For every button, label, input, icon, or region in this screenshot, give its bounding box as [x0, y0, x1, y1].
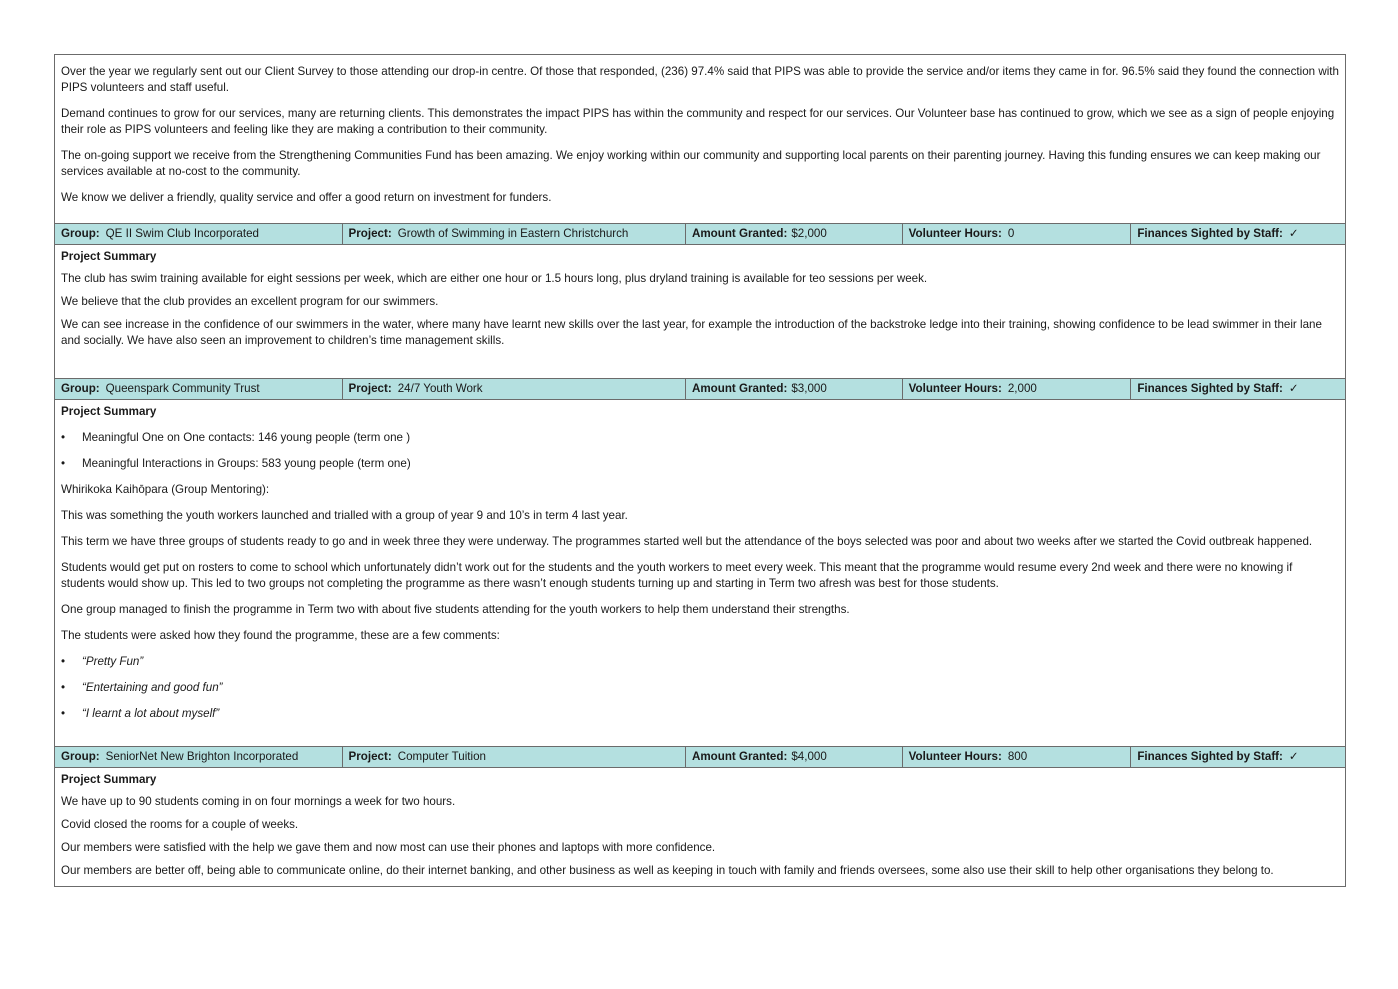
- finances-label: Finances Sighted by Staff:: [1137, 750, 1283, 763]
- comment-item: [61, 654, 1339, 670]
- group-name: QE II Swim Club Incorporated: [105, 227, 259, 240]
- summary-paragraph: Covid closed the rooms for a couple of weeks.: [61, 818, 299, 831]
- grant-header-row: [55, 223, 1345, 245]
- summary-paragraph: We have up to 90 students coming in on four mornings a week for two hours.: [61, 795, 456, 808]
- group-cell: [55, 747, 343, 767]
- comment-text: “I learnt a lot about myself”: [82, 707, 220, 720]
- summary-paragraph: This was something the youth workers launched and trialled with a group of year 9 and 10’s in term 4 last year.: [61, 509, 628, 522]
- project-cell: [343, 379, 686, 399]
- amount-label: Amount Granted:: [692, 750, 788, 763]
- volunteer-hours-label: Volunteer Hours:: [908, 227, 1002, 240]
- amount-cell: [686, 224, 903, 244]
- project-name: Computer Tuition: [397, 750, 487, 763]
- summary-paragraph: Students would get put on rosters to come to school which unfortunately didn’t work out for the students and the youth workers to meet every week. This meant that the programme would resume every 2nd week and there were no knowing if students would show up. This led to two groups not completing the programme as there wasn’t enough students turning up and starting in Term two afresh was best for those students.: [61, 561, 1293, 590]
- volunteer-hours-label: Volunteer Hours:: [908, 382, 1002, 395]
- amount-label: Amount Granted:: [692, 227, 788, 240]
- bullet-icon: •: [61, 681, 66, 694]
- volunteer-hours-cell: [903, 747, 1132, 767]
- summary-paragraph: Our members were satisfied with the help we gave them and now most can use their phones and laptops with more confidence.: [61, 841, 716, 854]
- group-name: Queenspark Community Trust: [105, 382, 260, 395]
- intro-section: [55, 55, 1345, 223]
- project-cell: [343, 224, 686, 244]
- list-item-text: Meaningful Interactions in Groups: 583 young people (term one): [82, 457, 411, 470]
- list-item: [61, 430, 1339, 446]
- amount-value: $4,000: [791, 750, 827, 763]
- finances-cell: [1131, 379, 1345, 399]
- comment-item: [61, 706, 1339, 722]
- summary-paragraph: This term we have three groups of students ready to go and in week three they were underway. The programmes started well but the attendance of the boys selected was poor and about two weeks after we started the Covid outbreak happened.: [61, 535, 1313, 548]
- project-summary-heading: Project Summary: [61, 773, 157, 786]
- summary-paragraph: The club has swim training available for eight sessions per week, which are either one hour or 1.5 hours long, plus dryland training is available for teo sessions per week.: [61, 272, 928, 285]
- group-cell: [55, 379, 343, 399]
- project-summary-heading: Project Summary: [61, 405, 157, 418]
- project-label: Project:: [348, 227, 392, 240]
- project-name: 24/7 Youth Work: [397, 382, 483, 395]
- intro-paragraph: We know we deliver a friendly, quality service and offer a good return on investment for funders.: [61, 191, 552, 204]
- amount-cell: [686, 379, 903, 399]
- intro-paragraph: The on-going support we receive from the Strengthening Communities Fund has been amazing. We enjoy working within our community and supporting local parents on their parenting journey. Having this funding ensures we can keep making our services available at no-cost to the community.: [61, 149, 1321, 178]
- project-label: Project:: [348, 382, 392, 395]
- bullet-icon: •: [61, 431, 66, 444]
- intro-paragraph: Over the year we regularly sent out our Client Survey to those attending our drop-in centre. Of those that responded, (236) 97.4% said that PIPS was able to provide the service and/or items they came in for. 96.5% said they found the connection with PIPS volunteers and staff useful.: [61, 65, 1339, 94]
- summary-paragraph: The students were asked how they found the programme, these are a few comments:: [61, 629, 500, 642]
- project-cell: [343, 747, 686, 767]
- finances-cell: [1131, 224, 1345, 244]
- volunteer-hours-value: 0: [1007, 227, 1015, 240]
- volunteer-hours-cell: [903, 379, 1132, 399]
- group-name: SeniorNet New Brighton Incorporated: [105, 750, 299, 763]
- bullet-icon: •: [61, 707, 66, 720]
- finances-label: Finances Sighted by Staff:: [1137, 227, 1283, 240]
- amount-label: Amount Granted:: [692, 382, 788, 395]
- checkmark-icon: ✓: [1288, 750, 1299, 763]
- grant-summary-section: [55, 245, 1345, 378]
- bullet-icon: •: [61, 655, 66, 668]
- project-label: Project:: [348, 750, 392, 763]
- list-item: [61, 456, 1339, 472]
- volunteer-hours-cell: [903, 224, 1132, 244]
- grant-header-row: [55, 378, 1345, 400]
- finances-cell: [1131, 747, 1345, 767]
- volunteer-hours-value: 800: [1007, 750, 1028, 763]
- list-item-text: Meaningful One on One contacts: 146 young people (term one ): [82, 431, 411, 444]
- group-label: Group:: [61, 382, 100, 395]
- grant-summary-section: [55, 768, 1345, 886]
- group-label: Group:: [61, 227, 100, 240]
- summary-paragraph: Whirikoka Kaihōpara (Group Mentoring):: [61, 483, 270, 496]
- comment-text: “Pretty Fun”: [82, 655, 144, 668]
- summary-paragraph: We believe that the club provides an excellent program for our swimmers.: [61, 295, 439, 308]
- project-name: Growth of Swimming in Eastern Christchurch: [397, 227, 629, 240]
- grant-header-row: [55, 746, 1345, 768]
- amount-cell: [686, 747, 903, 767]
- amount-value: $3,000: [791, 382, 827, 395]
- grant-summary-section: [55, 400, 1345, 746]
- intro-paragraph: Demand continues to grow for our services, many are returning clients. This demonstrates the impact PIPS has within the community and respect for our services. Our Volunteer base has continued to grow, which we see as a sign of people enjoying their role as PIPS volunteers and feeling like they are making a contribution to their community.: [61, 107, 1335, 136]
- report-table: [54, 54, 1346, 887]
- summary-paragraph: One group managed to finish the programme in Term two with about five students attending for the youth workers to help them understand their strengths.: [61, 603, 850, 616]
- amount-value: $2,000: [791, 227, 827, 240]
- group-label: Group:: [61, 750, 100, 763]
- checkmark-icon: ✓: [1288, 227, 1299, 240]
- volunteer-hours-label: Volunteer Hours:: [908, 750, 1002, 763]
- comment-item: [61, 680, 1339, 696]
- volunteer-hours-value: 2,000: [1007, 382, 1037, 395]
- summary-paragraph: We can see increase in the confidence of our swimmers in the water, where many have learnt new skills over the last year, for example the introduction of the backstroke ledge into their training, showing confidence to be lead swimmer in their lane and socially. We have also seen an improvement to children’s time management skills.: [61, 318, 1322, 347]
- bullet-icon: •: [61, 457, 66, 470]
- summary-paragraph: Our members are better off, being able to communicate online, do their internet banking, and other business as well as keeping in touch with family and friends oversees, some also use their skill to help other organisations they belong to.: [61, 864, 1274, 877]
- group-cell: [55, 224, 343, 244]
- project-summary-heading: Project Summary: [61, 250, 157, 263]
- checkmark-icon: ✓: [1288, 382, 1299, 395]
- finances-label: Finances Sighted by Staff:: [1137, 382, 1283, 395]
- comment-text: “Entertaining and good fun”: [82, 681, 223, 694]
